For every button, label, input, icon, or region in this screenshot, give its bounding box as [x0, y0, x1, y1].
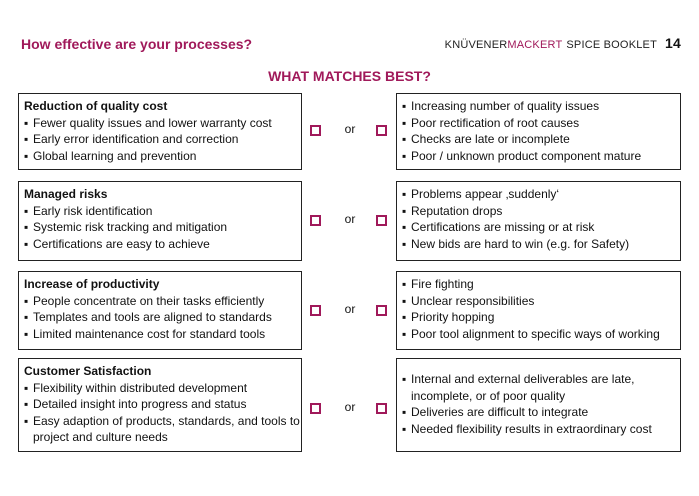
problem-box-quality-cost	[396, 93, 681, 170]
benefit-checkbox-managed-risks[interactable]	[310, 215, 321, 226]
benefit-bullet: ▪ Easy adaption of products, standards, and tools to	[24, 413, 300, 428]
problem-bullet: ▪ Reputation drops	[402, 203, 503, 218]
benefit-checkbox-quality-cost[interactable]	[310, 125, 321, 136]
benefit-bullet: ▪ Global learning and prevention	[24, 148, 197, 163]
problem-checkbox-customer-satisfaction[interactable]	[376, 403, 387, 414]
or-label: or	[344, 302, 356, 316]
benefit-bullet: ▪ Systemic risk tracking and mitigation	[24, 220, 228, 234]
problem-bullet: ▪ Unclear responsibilities	[402, 293, 535, 308]
problem-bullet: ▪ Poor rectification of root causes	[402, 115, 580, 130]
benefit-bullet: ▪ Early risk identification	[24, 203, 153, 218]
benefit-heading: Customer Satisfaction	[24, 364, 152, 378]
benefit-box-managed-risks	[18, 181, 302, 261]
benefit-bullet: ▪ Templates and tools are aligned to standards	[24, 310, 272, 324]
benefit-box-customer-satisfaction	[18, 358, 302, 452]
problem-bullet: ▪ Certifications are missing or at risk	[402, 220, 595, 234]
problem-bullet: ▪ Needed flexibility results in extraordinary cost	[402, 421, 652, 436]
brand-name-part2: MACKERT	[507, 39, 563, 51]
benefit-bullet: ▪ Early error identification and correction	[24, 132, 239, 146]
benefit-bullet: ▪ Fewer quality issues and lower warranty cost	[24, 115, 272, 130]
problem-bullet: ▪ Checks are late or incomplete	[402, 132, 570, 146]
or-label: or	[344, 400, 356, 414]
brand-name-part1: KNÜVENER	[444, 39, 508, 51]
benefit-box-quality-cost	[18, 93, 302, 170]
page-number: 14	[665, 35, 681, 51]
benefit-heading: Managed risks	[24, 187, 108, 201]
problem-bullet: ▪ Internal and external deliverables are late,	[402, 372, 635, 386]
benefit-bullet: ▪ Detailed insight into progress and status	[24, 397, 247, 411]
problem-bullet: ▪ Poor tool alignment to specific ways of working	[402, 326, 660, 341]
problem-checkbox-managed-risks[interactable]	[376, 215, 387, 226]
or-label: or	[344, 212, 356, 226]
benefit-bullet: ▪ Limited maintenance cost for standard tools	[24, 326, 266, 341]
benefit-bullet: ▪ Certifications are easy to achieve	[24, 236, 210, 251]
brand-header	[445, 35, 681, 51]
problem-bullet: ▪ New bids are hard to win (e.g. for Safety)	[402, 236, 630, 251]
benefit-bullet: ▪ People concentrate on their tasks efficiently	[24, 293, 265, 308]
problem-box-customer-satisfaction	[396, 358, 681, 452]
page-title: How effective are your processes?	[21, 36, 253, 52]
section-subtitle: WHAT MATCHES BEST?	[268, 68, 431, 84]
problem-bullet: ▪ Deliveries are difficult to integrate	[402, 405, 589, 419]
benefit-heading: Reduction of quality cost	[24, 99, 168, 113]
problem-checkbox-quality-cost[interactable]	[376, 125, 387, 136]
problem-bullet: ▪ Increasing number of quality issues	[402, 99, 600, 113]
problem-bullet-continuation: incomplete, or of poor quality	[411, 388, 566, 403]
or-label: or	[344, 122, 356, 136]
brand-booklet-name: SPICE BOOKLET	[566, 39, 658, 51]
problem-bullet: ▪ Poor / unknown product component mature	[402, 148, 642, 163]
benefit-checkbox-customer-satisfaction[interactable]	[310, 403, 321, 414]
problem-checkbox-productivity[interactable]	[376, 305, 387, 316]
problem-bullet: ▪ Problems appear ‚suddenly‘	[402, 187, 560, 201]
problem-bullet: ▪ Fire fighting	[402, 277, 474, 291]
benefit-checkbox-productivity[interactable]	[310, 305, 321, 316]
problem-bullet: ▪ Priority hopping	[402, 310, 495, 324]
benefit-box-productivity	[18, 271, 302, 350]
benefit-bullet-continuation: project and culture needs	[33, 430, 168, 444]
problem-box-productivity	[396, 271, 681, 350]
benefit-bullet: ▪ Flexibility within distributed development	[24, 380, 248, 395]
problem-box-managed-risks	[396, 181, 681, 261]
benefit-heading: Increase of productivity	[24, 277, 160, 291]
